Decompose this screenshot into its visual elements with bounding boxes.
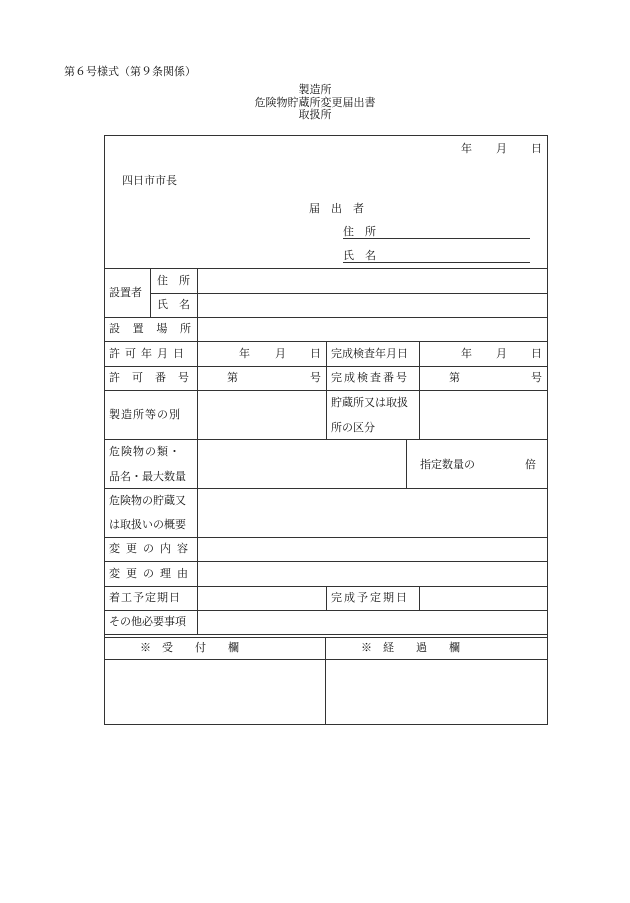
change-content-label: 変更の内容 bbox=[109, 542, 194, 555]
reception-label: ※ 受 付 欄 bbox=[140, 641, 239, 654]
overview-label-line2: は取扱いの概要 bbox=[109, 518, 186, 531]
date-year: 年 bbox=[461, 142, 472, 155]
permit-number-prefix: 第 bbox=[227, 371, 238, 384]
installer-label: 設置者 bbox=[109, 286, 142, 299]
facility-type-label: 製造所等の別 bbox=[109, 408, 181, 421]
completion-day: 日 bbox=[531, 347, 542, 360]
storage-type-label-line2: 所の区分 bbox=[331, 421, 375, 434]
title-line1: 製造所 bbox=[298, 83, 332, 96]
notifier-address-line bbox=[343, 238, 530, 239]
permit-month: 月 bbox=[275, 347, 286, 360]
addressee: 四日市市長 bbox=[122, 174, 177, 187]
other-label: その他必要事項 bbox=[109, 615, 186, 628]
installer-address-label: 住 所 bbox=[157, 274, 190, 287]
hazmat-label-line2: 品名・最大数量 bbox=[109, 470, 186, 483]
multiple-suffix: 倍 bbox=[525, 458, 536, 471]
notifier-address-label: 住 所 bbox=[343, 225, 376, 238]
page-title: 危険物貯蔵所変更届出書 bbox=[254, 96, 376, 109]
completion-plan-label: 完成予定期日 bbox=[331, 591, 409, 604]
permit-year: 年 bbox=[239, 347, 250, 360]
installer-name-label: 氏 名 bbox=[157, 298, 190, 311]
hazmat-label-line1: 危険物の類・ bbox=[109, 445, 181, 458]
notifier-name-label: 氏 名 bbox=[343, 249, 376, 262]
progress-label: ※ 経 過 欄 bbox=[361, 641, 460, 654]
change-reason-label: 変更の理由 bbox=[109, 567, 194, 580]
completion-month: 月 bbox=[496, 347, 507, 360]
notifier-name-line bbox=[343, 262, 530, 263]
completion-number-suffix: 号 bbox=[531, 371, 542, 384]
title-line3: 取扱所 bbox=[298, 108, 332, 121]
completion-number-label: 完成検査番号 bbox=[331, 371, 409, 384]
permit-date-label: 許可年月日 bbox=[109, 347, 189, 360]
completion-number-prefix: 第 bbox=[449, 371, 460, 384]
storage-type-label-line1: 貯蔵所又は取扱 bbox=[331, 396, 408, 409]
permit-number-suffix: 号 bbox=[310, 371, 321, 384]
start-date-label: 着工予定期日 bbox=[109, 591, 181, 604]
permit-number-label: 許可番号 bbox=[109, 371, 201, 384]
date-day: 日 bbox=[531, 142, 542, 155]
completion-year: 年 bbox=[461, 347, 472, 360]
completion-date-label: 完成検査年月日 bbox=[331, 347, 408, 360]
location-label: 設 置 場 所 bbox=[109, 322, 191, 335]
date-month: 月 bbox=[496, 142, 507, 155]
multiple-label: 指定数量の bbox=[420, 458, 475, 471]
overview-label-line1: 危険物の貯蔵又 bbox=[109, 494, 186, 507]
notifier-label: 届 出 者 bbox=[309, 202, 364, 215]
permit-day: 日 bbox=[310, 347, 321, 360]
form-number: 第６号様式（第９条関係） bbox=[64, 65, 196, 78]
